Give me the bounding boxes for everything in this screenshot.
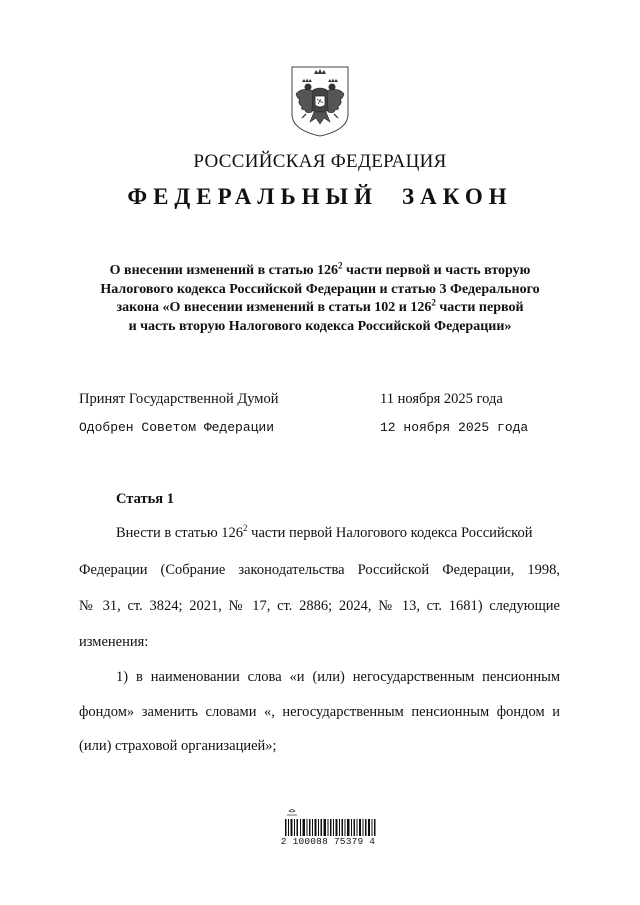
document-type xyxy=(0,184,640,210)
article-item-1-line-2: фондом» заменить словами «, негосударственным пенсионным фондом и xyxy=(79,704,560,720)
barcode-icon xyxy=(283,807,379,863)
article-item-1-line-1: 1) в наименовании слова «и (или) негосударственным пенсионным xyxy=(116,669,560,685)
law-title-line-2: Налогового кодекса Российской Федерации и статью 3 Федерального xyxy=(100,281,540,297)
country-name: РОССИЙСКАЯ ФЕДЕРАЦИЯ xyxy=(193,151,447,172)
adopted-duma-label: Принят Государственной Думой xyxy=(79,391,279,407)
article-paragraph-1-line-4: изменения: xyxy=(79,634,149,650)
law-word-federal: ФЕДЕРАЛЬНЫЙ xyxy=(127,184,379,209)
coat-of-arms-icon xyxy=(288,64,352,138)
barcode-number: 2 100088 75379 4 xyxy=(280,836,376,847)
law-title-line-4: и часть вторую Налогового кодекса Российской Федерации» xyxy=(128,318,512,334)
law-title-line-1: О внесении изменений в статью $126^2$ части первой и часть вторую xyxy=(109,260,531,278)
article-heading: Статья 1 xyxy=(116,491,174,507)
article-item-1-line-3: (или) страховой организацией»; xyxy=(79,738,277,754)
article-paragraph-1-line-1: Внести в статью $126^2$ части первой Налогового кодекса Российской xyxy=(116,523,533,541)
approved-council-date: 12 ноября 2025 года xyxy=(380,420,529,435)
adopted-duma-date: 11 ноября 2025 года xyxy=(380,391,503,407)
law-title-line-3: закона «О внесении изменений в статьи 102 и $126^2$ части первой xyxy=(116,297,524,315)
law-title xyxy=(70,262,570,336)
law-word-law: ЗАКОН xyxy=(402,184,513,209)
article-paragraph-1-line-2: Федерации (Собрание законодательства Российской Федерации, 1998, xyxy=(79,562,560,578)
article-paragraph-1-line-3: № 31, ст. 3824; 2021, № 17, ст. 2886; 2024, № 13, ст. 1681) следующие xyxy=(79,598,560,614)
approved-council-label: Одобрен Советом Федерации xyxy=(79,420,275,435)
